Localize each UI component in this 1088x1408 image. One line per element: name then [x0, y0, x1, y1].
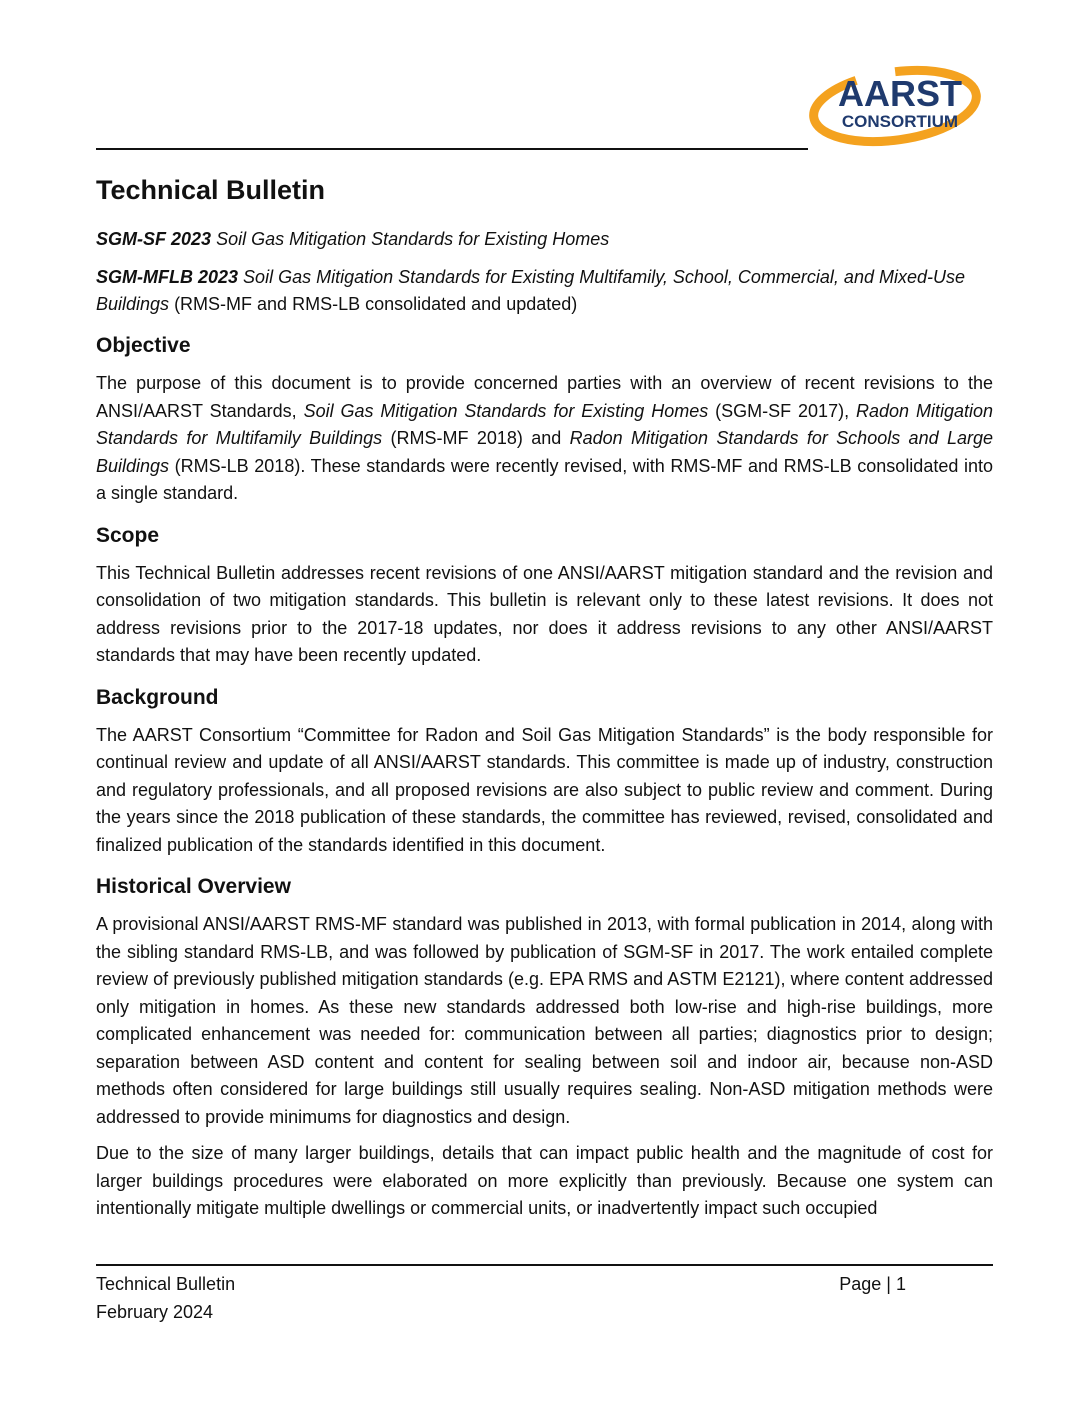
italic-title-run: Radon Mitigation Standards for Schools and Large Buildings	[96, 428, 993, 476]
standard-line-sgm-sf	[96, 226, 993, 253]
text-run: (RMS-LB 2018). These standards were recently revised, with RMS-MF and RMS-LB consolidated into a single standard.	[96, 455, 993, 503]
standard-title: Soil Gas Mitigation Standards for Existing Multifamily, School, Commercial, and Mixed-Use Buildings	[96, 267, 965, 314]
logo-graphic	[800, 60, 990, 150]
italic-title-run: Soil Gas Mitigation Standards for Existing Homes	[303, 400, 709, 421]
standard-code: SGM-MFLB 2023	[96, 267, 239, 287]
aarst-consortium-logo	[800, 60, 990, 150]
section-heading-background: Background	[96, 685, 219, 709]
standard-line-sgm-mflb	[96, 264, 993, 318]
footer-date: February 2024	[96, 1302, 214, 1322]
section-heading-objective: Objective	[96, 334, 191, 357]
logo-text-consortium: CONSORTIUM	[841, 112, 959, 131]
background-paragraph: The AARST Consortium “Committee for Radon and Soil Gas Mitigation Standards” is the body responsible for continual review and update of all ANSI/AARST standards. This committee is made up of industry, construction and regulatory professionals, and all proposed revisions are also subject to public review and comment. During the years since the 2018 publication of these standards, the committee has reviewed, revised, consolidated and finalized publication of the standards identified in this document.	[96, 724, 993, 855]
footer-rule	[96, 1264, 993, 1266]
scope-paragraph: This Technical Bulletin addresses recent revisions of one ANSI/AARST mitigation standard and the revision and consolidation of two mitigation standards. This bulletin is relevant only to these latest revisions. It does not address revisions prior to the 2017-18 updates, nor does it address revisions to any other ANSI/AARST standards that may have been recently updated.	[96, 562, 993, 665]
objective-paragraph	[96, 370, 993, 508]
text-run: (SGM-SF 2017),	[715, 400, 850, 421]
text-run: (RMS-MF 2018) and	[390, 428, 562, 448]
section-heading-historical-overview: Historical Overview	[96, 875, 291, 898]
logo-text-aarst: AARST	[838, 73, 962, 114]
document-title: Technical Bulletin	[96, 175, 326, 205]
page-number: Page | 1	[839, 1274, 906, 1294]
standard-note: (RMS-MF and RMS-LB consolidated and updated)	[174, 294, 578, 314]
document-body	[96, 172, 993, 1223]
standard-code: SGM-SF 2023	[96, 229, 212, 249]
standard-title: Soil Gas Mitigation Standards for Existing Homes	[216, 229, 610, 249]
footer-title: Technical Bulletin	[96, 1274, 236, 1294]
page-footer	[96, 1270, 906, 1326]
italic-title-run: Radon Mitigation Standards for Multifamily Buildings	[96, 400, 993, 448]
text-run: The purpose of this document is to provide concerned parties with an overview of recent revisions to the ANSI/AARST Standards,	[96, 373, 993, 421]
header-rule	[96, 148, 808, 150]
section-heading-scope: Scope	[96, 523, 160, 547]
historical-paragraph-1: A provisional ANSI/AARST RMS-MF standard was published in 2013, with formal publication in 2014, along with the sibling standard RMS-LB, and was followed by publication of SGM-SF in 2017. The work entailed complete review of previously published mitigation standards (e.g. EPA RMS and ASTM E2121), where content addressed only mitigation in homes. As these new standards addressed both low-rise and high-rise buildings, more complicated enhancement was needed for: communication between all parties; diagnostics prior to design; separation between ASD content and content for sealing between soil and indoor air, because non-ASD methods often considered for large buildings still usually requires sealing. Non-ASD mitigation methods were addressed to provide minimums for diagnostics and design.	[96, 914, 993, 1127]
historical-paragraph-2: Due to the size of many larger buildings, details that can impact public health and the magnitude of cost for larger buildings procedures were elaborated on more explicitly than previously. Because one system can intentionally mitigate multiple dwellings or commercial units, or inadvertently impact such occupied	[96, 1143, 993, 1218]
